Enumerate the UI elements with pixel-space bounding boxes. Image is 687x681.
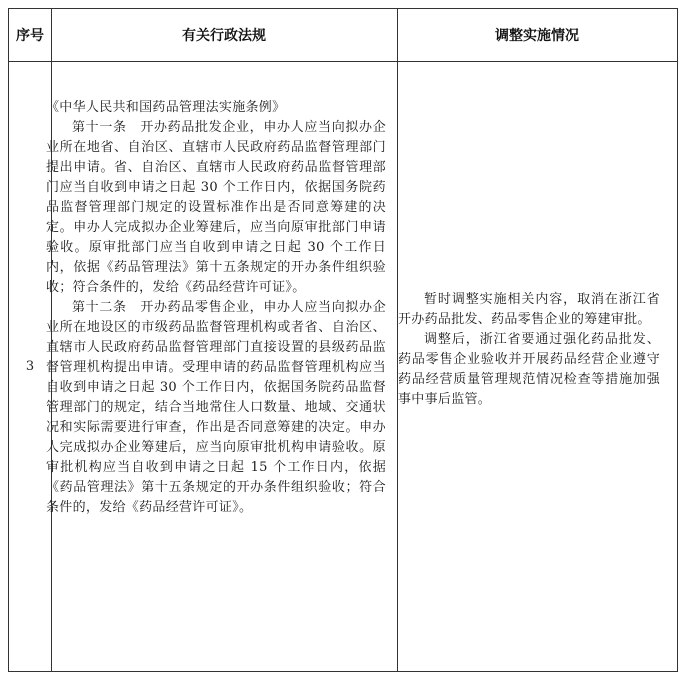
adjustment-paragraph-1: 暂时调整实施相关内容，取消在浙江省开办药品批发、药品零售企业的筹建审批。 bbox=[398, 292, 660, 327]
header-regulation: 有关行政法规 bbox=[182, 28, 266, 44]
regulation-cell bbox=[46, 98, 386, 518]
header-adjustment: 调整实施情况 bbox=[495, 28, 579, 44]
adjustment-cell bbox=[398, 290, 660, 410]
row-index: 3 bbox=[25, 358, 35, 374]
article-12: 第十二条 开办药品零售企业，申办人应当向拟办企业所在地设区的市级药品监督管理机构或者省、自治区、直辖市人民政府药品监督管理部门直接设置的县级药品监督管理机构提出申请。受理申请的药品监督管理机构应当自收到申请之日起 30 个工作日内，依据国务院药品监督管理部门的规定，结合当地常住人口数量、地域、交通状况和实际需要进行审查，作出是否同意筹建的决定。申办人完成拟办企业筹建后，应当向原审批机构申请验收。原审批机构应当自收到申请之日起 15 个工作日内，依据《药品管理法》第十五条规定的开办条件组织验收；符合条件的，发给《药品经营许可证》。 bbox=[46, 300, 386, 515]
header-index: 序号 bbox=[16, 28, 44, 44]
article-11: 第十一条 开办药品批发企业，申办人应当向拟办企业所在地省、自治区、直辖市人民政府药品监督管理部门提出申请。省、自治区、直辖市人民政府药品监督管理部门应当自收到申请之日起 30 个工作日内，依据国务院药品监督管理部门规定的设置标准作出是否同意筹建的决定。申办人完成拟办企业筹建后，应当向原审批部门申请验收。原审批部门应当自收到申请之日起 30 个工作日内，依据《药品管理法》第十五条规定的开办条件组织验收；符合条件的，发给《药品经营许可证》。 bbox=[46, 120, 386, 295]
regulation-title: 《中华人民共和国药品管理法实施条例》 bbox=[46, 100, 286, 115]
adjustment-paragraph-2: 调整后，浙江省要通过强化药品批发、药品零售企业验收并开展药品经营企业遵守药品经营质量管理规范情况检查等措施加强事中事后监管。 bbox=[398, 332, 660, 407]
header-divider bbox=[9, 61, 677, 62]
